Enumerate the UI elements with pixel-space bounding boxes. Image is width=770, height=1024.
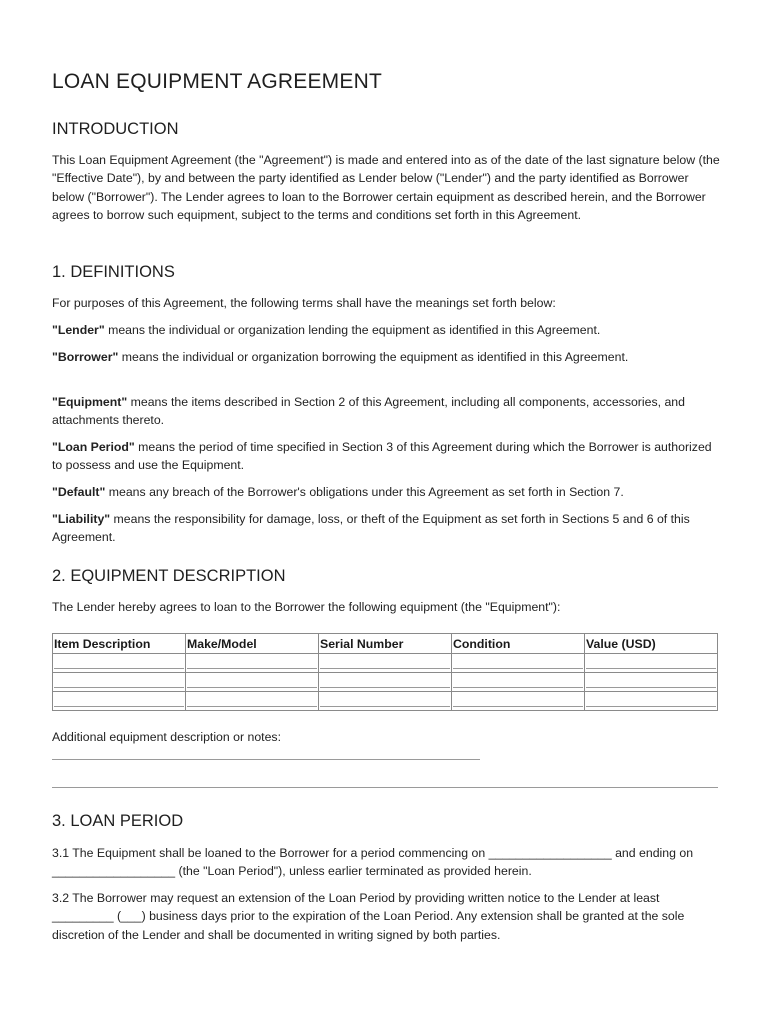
column-header: Condition	[452, 634, 585, 654]
definition-term: "Equipment"	[52, 395, 128, 409]
definition-equipment	[52, 393, 720, 430]
blank-cell[interactable]	[585, 673, 718, 692]
definition-text: means the individual or organization lending the equipment as identified in this Agreement.	[104, 323, 601, 337]
column-header: Make/Model	[186, 634, 319, 654]
blank-cell[interactable]	[53, 673, 186, 692]
intro-paragraph: This Loan Equipment Agreement (the "Agreement") is made and entered into as of the date of the last signature below (the "Effective Date"), by and between the party identified as Lender below ("Lender") and the party identified as Borrower below ("Borrower"). The Lender agrees to loan to the Borrower certain equipment as described herein, and the Borrower agrees to borrow such equipment, subject to the terms and conditions set forth in this Agreement.	[52, 153, 720, 222]
notes-label: Additional equipment description or notes:	[52, 730, 281, 744]
table-row	[53, 692, 718, 711]
definition-borrower	[52, 348, 720, 366]
column-header: Value (USD)	[585, 634, 718, 654]
definition-text: means the individual or organization borrowing the equipment as identified in this Agreement.	[118, 350, 629, 364]
definition-loan-period	[52, 438, 720, 475]
loan-period-clause-3-2: 3.2 The Borrower may request an extension of the Loan Period by providing written notice to the Lender at least _________ (___) business days prior to the expiration of the Loan Period. Any extension shall be granted at the sole discretion of the Lender and shall be documented in writing signed by both parties.	[52, 891, 685, 942]
blank-cell[interactable]	[186, 654, 319, 673]
blank-cell[interactable]	[319, 654, 452, 673]
definition-term: "Liability"	[52, 512, 111, 526]
column-header: Item Description	[53, 634, 186, 654]
table-row	[53, 654, 718, 673]
definition-liability	[52, 510, 720, 547]
blank-cell[interactable]	[53, 692, 186, 711]
loan-period-clause-3-1: 3.1 The Equipment shall be loaned to the Borrower for a period commencing on __________________ and ending on __________________ (the "Loan Period"), unless earlier terminated as provided herein.	[52, 846, 694, 879]
definitions-heading: 1. DEFINITIONS	[52, 263, 175, 281]
notes-blank-line-2[interactable]	[52, 787, 718, 788]
definition-text: means any breach of the Borrower's obligations under this Agreement as set forth in Section 7.	[105, 485, 624, 499]
document-title: LOAN EQUIPMENT AGREEMENT	[52, 70, 382, 93]
blank-cell[interactable]	[319, 692, 452, 711]
blank-cell[interactable]	[585, 654, 718, 673]
loan-period-heading: 3. LOAN PERIOD	[52, 812, 184, 830]
definition-default	[52, 483, 720, 501]
table-row	[53, 673, 718, 692]
intro-heading: INTRODUCTION	[52, 120, 179, 138]
definitions-lead: For purposes of this Agreement, the following terms shall have the meanings set forth below:	[52, 296, 556, 310]
definition-text: means the items described in Section 2 of this Agreement, including all components, accessories, and attachments thereto.	[52, 395, 685, 428]
definition-lender	[52, 321, 720, 339]
blank-cell[interactable]	[53, 654, 186, 673]
definition-term: "Loan Period"	[52, 440, 135, 454]
blank-cell[interactable]	[186, 692, 319, 711]
definition-term: "Lender"	[52, 323, 105, 337]
blank-cell[interactable]	[452, 673, 585, 692]
blank-cell[interactable]	[452, 692, 585, 711]
equipment-lead: The Lender hereby agrees to loan to the Borrower the following equipment (the "Equipment"):	[52, 600, 561, 614]
definition-text: means the responsibility for damage, loss, or theft of the Equipment as set forth in Sections 5 and 6 of this Agreement.	[52, 512, 690, 545]
definition-term: "Default"	[52, 485, 106, 499]
definition-term: "Borrower"	[52, 350, 119, 364]
equipment-table	[52, 633, 718, 711]
table-header-row	[53, 634, 718, 654]
notes-blank-line-1[interactable]	[52, 759, 480, 760]
column-header: Serial Number	[319, 634, 452, 654]
blank-cell[interactable]	[452, 654, 585, 673]
equipment-heading: 2. EQUIPMENT DESCRIPTION	[52, 567, 286, 585]
blank-cell[interactable]	[186, 673, 319, 692]
blank-cell[interactable]	[319, 673, 452, 692]
blank-cell[interactable]	[585, 692, 718, 711]
definition-text: means the period of time specified in Section 3 of this Agreement during which the Borrower is authorized to possess and use the Equipment.	[52, 440, 712, 473]
